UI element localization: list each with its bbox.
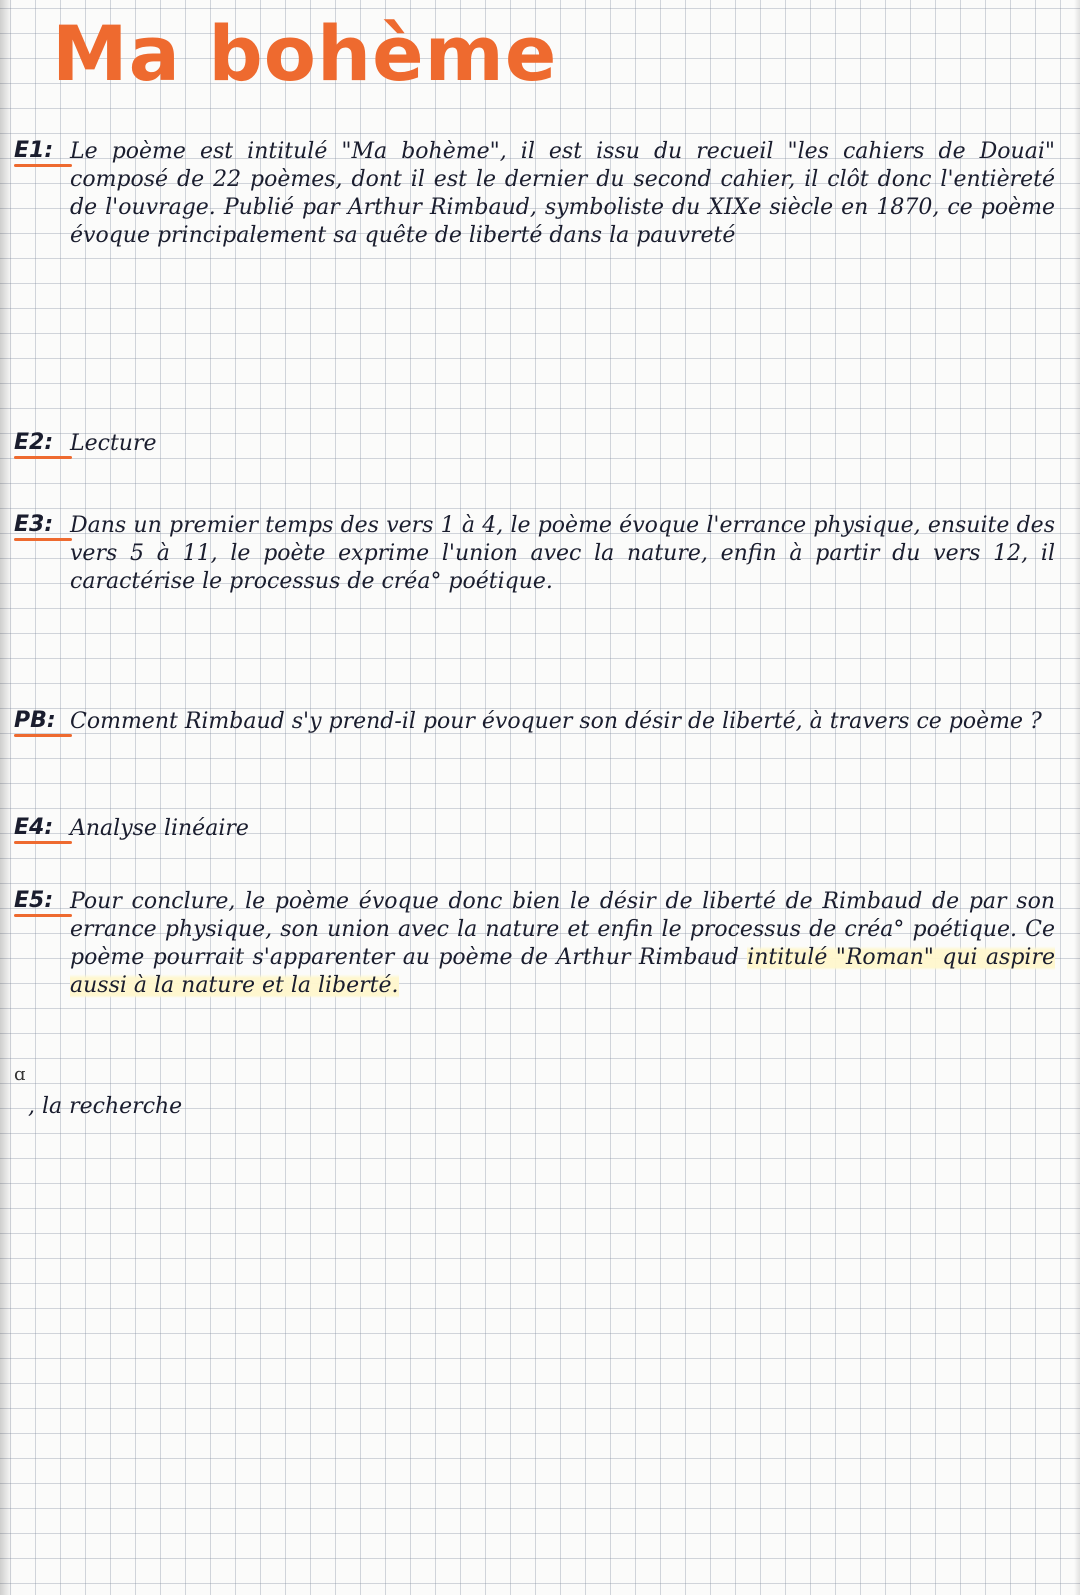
section-code: E2:	[14, 430, 72, 459]
section-code: PB:	[14, 708, 72, 737]
section-code: E1:	[14, 138, 72, 167]
section-text-e1: Le poème est intitulé "Ma bohème", il est issu du recueil "les cahiers de Douai" composé de 22 poèmes, dont il est le dernier du second cahier, il clôt donc l'entièreté de l'ouvrage. Publié par Arthur Rimbaud, symboliste du XIXe siècle en 1870, ce poème évoque principalement sa quête de liberté dans la pauvreté	[70, 139, 1055, 248]
section-text-e2: Lecture	[70, 431, 157, 456]
section-marker-pb	[14, 708, 72, 737]
section-code: E3:	[14, 512, 72, 541]
section-text-pb: Comment Rimbaud s'y prend-il pour évoquer son désir de liberté, à travers ce poème ?	[70, 709, 1042, 734]
section-marker-e3	[14, 512, 72, 541]
section-marker-e2	[14, 430, 72, 459]
section-code: E5:	[14, 888, 72, 917]
conclusion-text: Pour conclure, le poème évoque donc bien le désir de liberté de Rimbaud de par son errance physique, son union avec la nature et enfin le processus de créa° poétique. Ce poème pourrait s'apparenter au poème de Arthur Rimbaud	[70, 889, 1055, 970]
page-edge	[1074, 0, 1080, 1595]
section-code: E4:	[14, 815, 72, 844]
section-text-e3: Dans un premier temps des vers 1 à 4, le poème évoque l'errance physique, ensuite des vers 5 à 11, le poète exprime l'union avec la nature, enfin à partir du vers 12, il caractérise le processus de créa° poétique.	[70, 513, 1055, 594]
section-marker-e4	[14, 815, 72, 844]
added-note: , la recherche	[28, 1094, 183, 1119]
binding-shadow	[0, 0, 12, 1595]
page-title: Ma bohème	[52, 9, 558, 98]
stray-mark: ɑ	[14, 1064, 26, 1085]
section-marker-e1	[14, 138, 72, 167]
section-marker-e5	[14, 888, 72, 917]
section-text-e4: Analyse linéaire	[70, 816, 249, 841]
section-text-e5	[70, 888, 1055, 1000]
highlighted-text: intitulé "Roman" qui aspire aussi à la nature et la liberté.	[70, 945, 1055, 998]
